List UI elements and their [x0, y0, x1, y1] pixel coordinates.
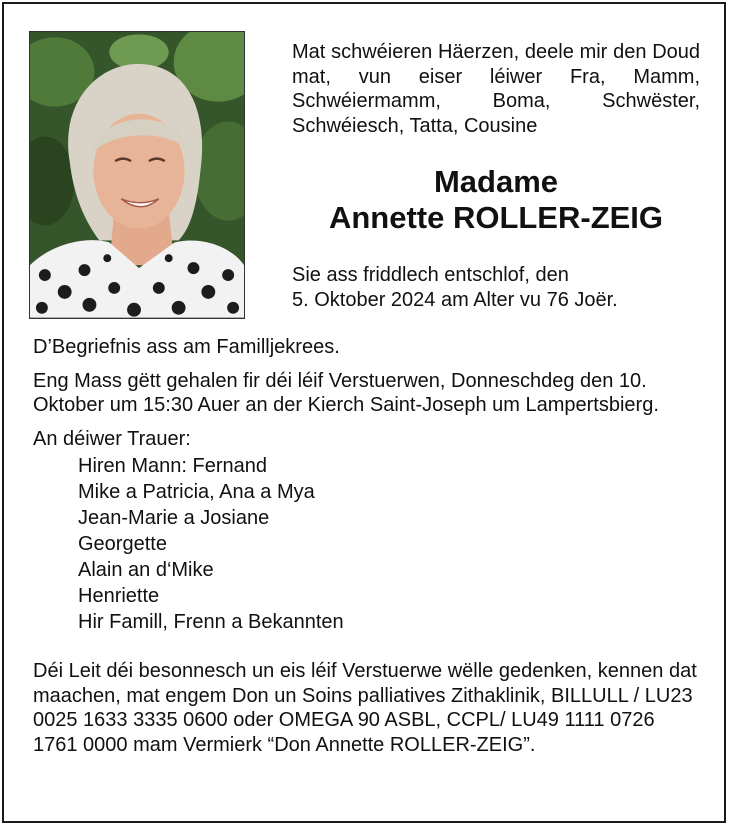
deceased-name: Annette ROLLER-ZEIG [328, 200, 664, 235]
mass-text: Eng Mass gëtt gehalen fir déi léif Verstuerwen, Donneschdeg den 10. Oktober um 15:30 Auer an der Kierch Saint-Joseph um Lampertsbierg. [33, 369, 659, 416]
burial-text: D’Begriefnis ass am Familljekrees. [33, 336, 340, 358]
list-item: Hir Famill, Frenn a Bekannten [78, 611, 344, 633]
passing-line-2: 5. Oktober 2024 am Alter vu 76 Joër. [292, 289, 618, 311]
intro-text: Mat schwéieren Häerzen, deele mir den Doud mat, vun eiser léiwer Fra, Mamm, Schwéiermamm, Boma, Schwëster, Schwéiesch, Tatta, Cousine [292, 41, 700, 137]
salutation: Madame [433, 164, 559, 199]
list-item: Georgette [78, 533, 167, 555]
mourners-heading: An déiwer Trauer: [33, 427, 191, 450]
list-item: Henriette [78, 585, 160, 607]
mourners-list [33, 453, 703, 635]
portrait-photo [29, 31, 245, 319]
passing-line-1: Sie ass friddlech entschlof, den [292, 264, 569, 286]
deceased-name-block [292, 164, 700, 236]
notice-body [33, 335, 703, 757]
list-item: Mike a Patricia, Ana a Mya [78, 481, 315, 503]
passing-text [292, 263, 702, 313]
list-item: Hiren Mann: Fernand [78, 455, 267, 477]
donation-text: Déi Leit déi besonnesch un eis léif Verstuerwe wëlle gedenken, kennen dat maachen, mat engem Don un Soins palliatives Zithaklinik, BILLULL / LU23 0025 1633 3335 0600 oder OMEGA 90 ASBL, CCPL/ LU49 1111 0726 1761 0000 mam Vermierk “Don Annette ROLLER-ZEIG”. [33, 660, 697, 756]
list-item: Alain an d‘Mike [78, 559, 214, 581]
list-item: Jean-Marie a Josiane [78, 507, 270, 529]
